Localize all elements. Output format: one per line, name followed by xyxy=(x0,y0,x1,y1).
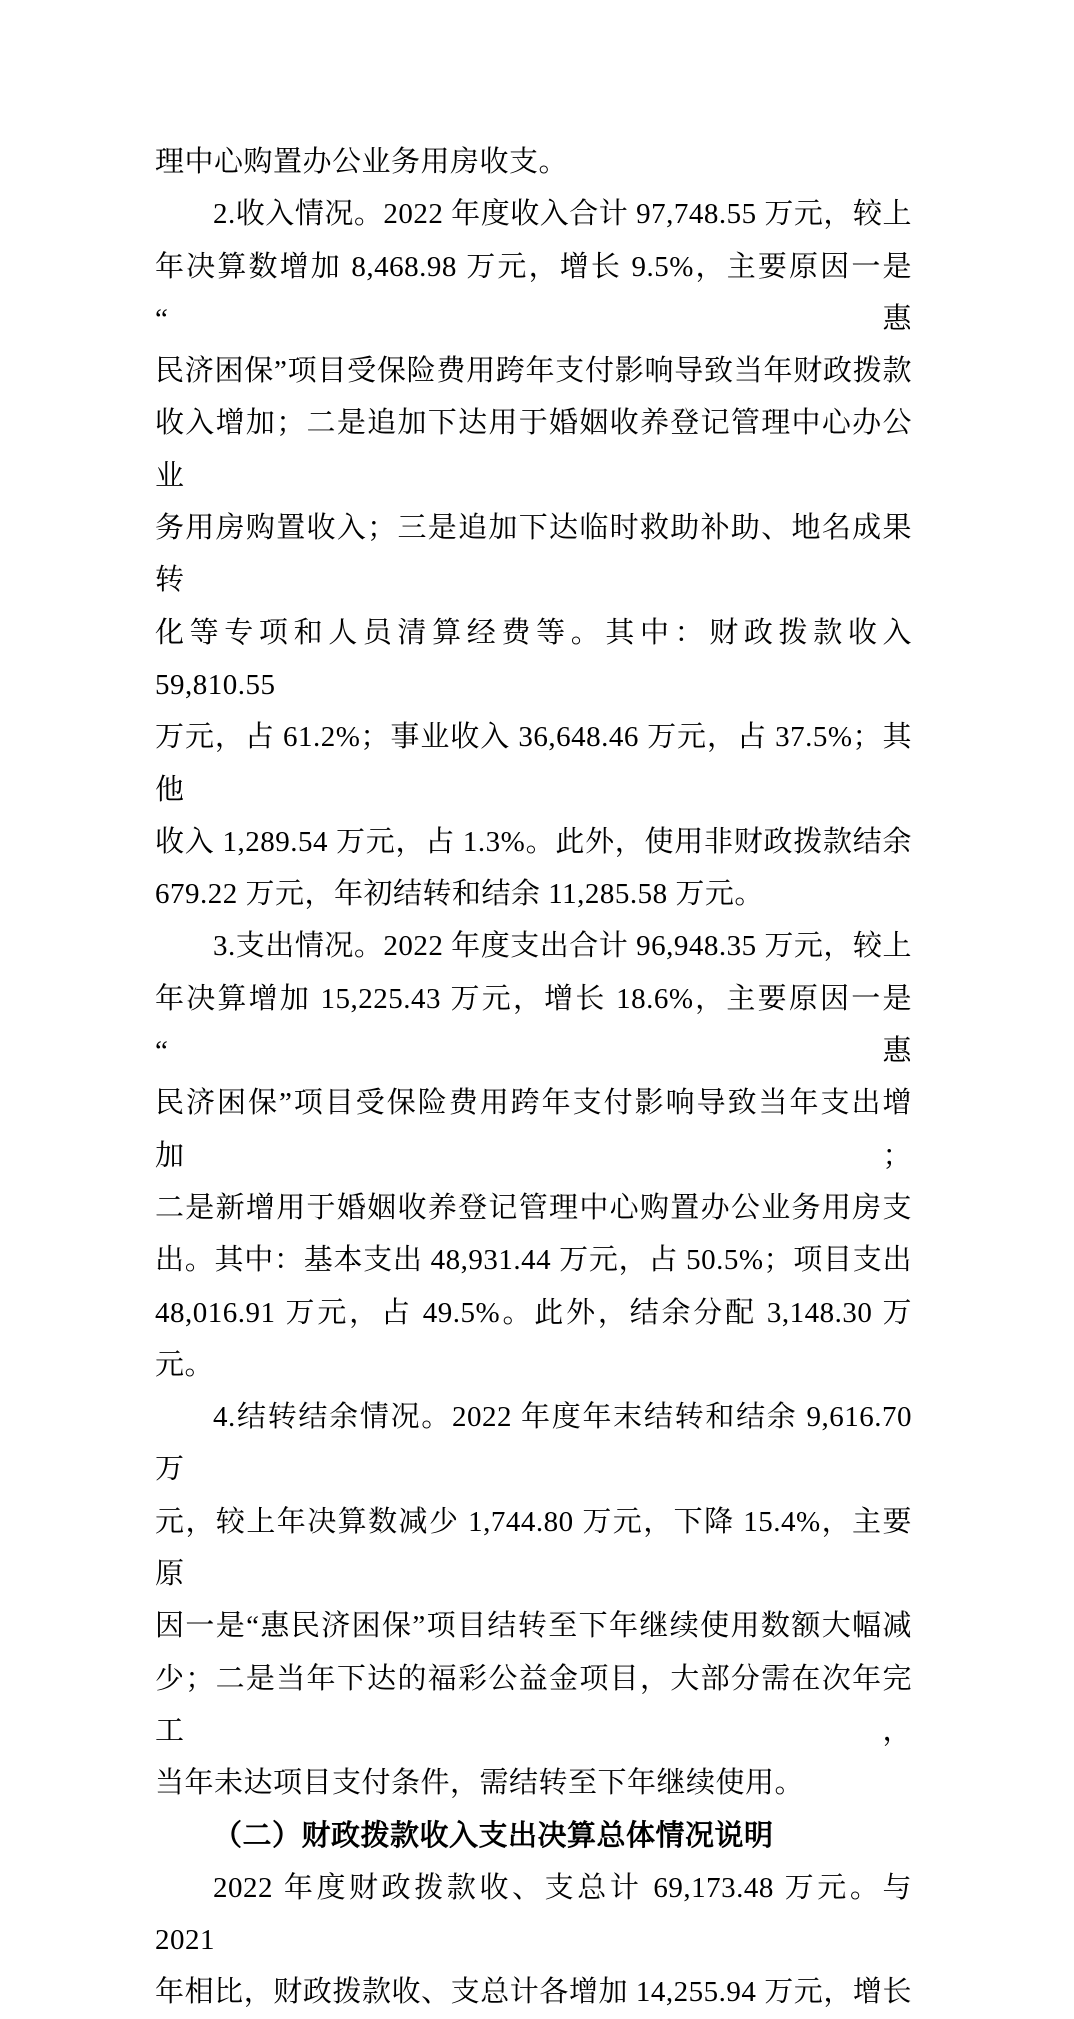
body-line: 2022 年度财政拨款收、支总计 69,173.48 万元。与 2021 xyxy=(155,1871,912,1957)
paragraph-continuation xyxy=(155,136,912,188)
body-line: 年决算增加 15,225.43 万元，增长 18.6%，主要原因一是“惠 xyxy=(155,982,912,1068)
body-line: 化等专项和人员清算经费等。其中：财政拨款收入 59,810.55 xyxy=(155,616,912,701)
body-line: 民济困保”项目受保险费用跨年支付影响导致当年财政拨款 xyxy=(155,355,912,388)
body-line: 元，较上年决算数减少 1,744.80 万元，下降 15.4%，主要原 xyxy=(155,1505,912,1591)
body-line: 年决算数增加 8,468.98 万元，增长 9.5%，主要原因一是“惠 xyxy=(155,250,912,335)
section-heading: （二）财政拨款收入支出决算总体情况说明 xyxy=(213,1819,774,1852)
body-line: 收入 1,289.54 万元，占 1.3%。此外，使用非财政拨款结余 xyxy=(155,825,912,858)
body-line: 679.22 万元，年初结转和结余 11,285.58 万元。 xyxy=(155,878,764,911)
body-line: 理中心购置办公业务用房收支。 xyxy=(155,146,569,178)
paragraph-income xyxy=(155,188,912,920)
paragraph-section-heading xyxy=(155,1810,912,1862)
body-line: 年相比，财政拨款收、支总计各增加 14,255.94 万元，增长 xyxy=(155,1976,912,2009)
body-line: 3.支出情况。2022 年度支出合计 96,948.35 万元，较上 xyxy=(213,930,912,963)
body-line: 民济困保”项目受保险费用跨年支付影响导致当年支出增加； xyxy=(155,1087,912,1172)
body-line: 2.收入情况。2022 年度收入合计 97,748.55 万元，较上 xyxy=(213,198,912,231)
body-line: 48,016.91 万元，占 49.5%。此外，结余分配 3,148.30 万元。 xyxy=(155,1296,912,1381)
body-line: 务用房购置收入；三是追加下达临时救助补助、地名成果转 xyxy=(155,512,912,597)
paragraph-fiscal-appropriation xyxy=(155,1862,912,2019)
body-line: 万元，占 61.2%；事业收入 36,648.46 万元，占 37.5%；其他 xyxy=(155,721,912,806)
body-line: 少；二是当年下达的福彩公益金项目，大部分需在次年完工， xyxy=(155,1662,912,1747)
body-line: 收入增加；二是追加下达用于婚姻收养登记管理中心办公业 xyxy=(155,407,912,492)
text-block xyxy=(155,136,912,2019)
body-line: 因一是“惠民济困保”项目结转至下年继续使用数额大幅减 xyxy=(155,1610,912,1643)
body-line: 出。其中：基本支出 48,931.44 万元，占 50.5%；项目支出 xyxy=(155,1244,912,1277)
body-line: 4.结转结余情况。2022 年度年末结转和结余 9,616.70 万 xyxy=(155,1401,912,1486)
paragraph-carryover xyxy=(155,1391,912,1809)
paragraph-expenditure xyxy=(155,920,912,1391)
body-line: 当年未达项目支付条件，需结转至下年继续使用。 xyxy=(155,1767,805,1800)
body-line: 二是新增用于婚姻收养登记管理中心购置办公业务用房支 xyxy=(155,1191,912,1224)
